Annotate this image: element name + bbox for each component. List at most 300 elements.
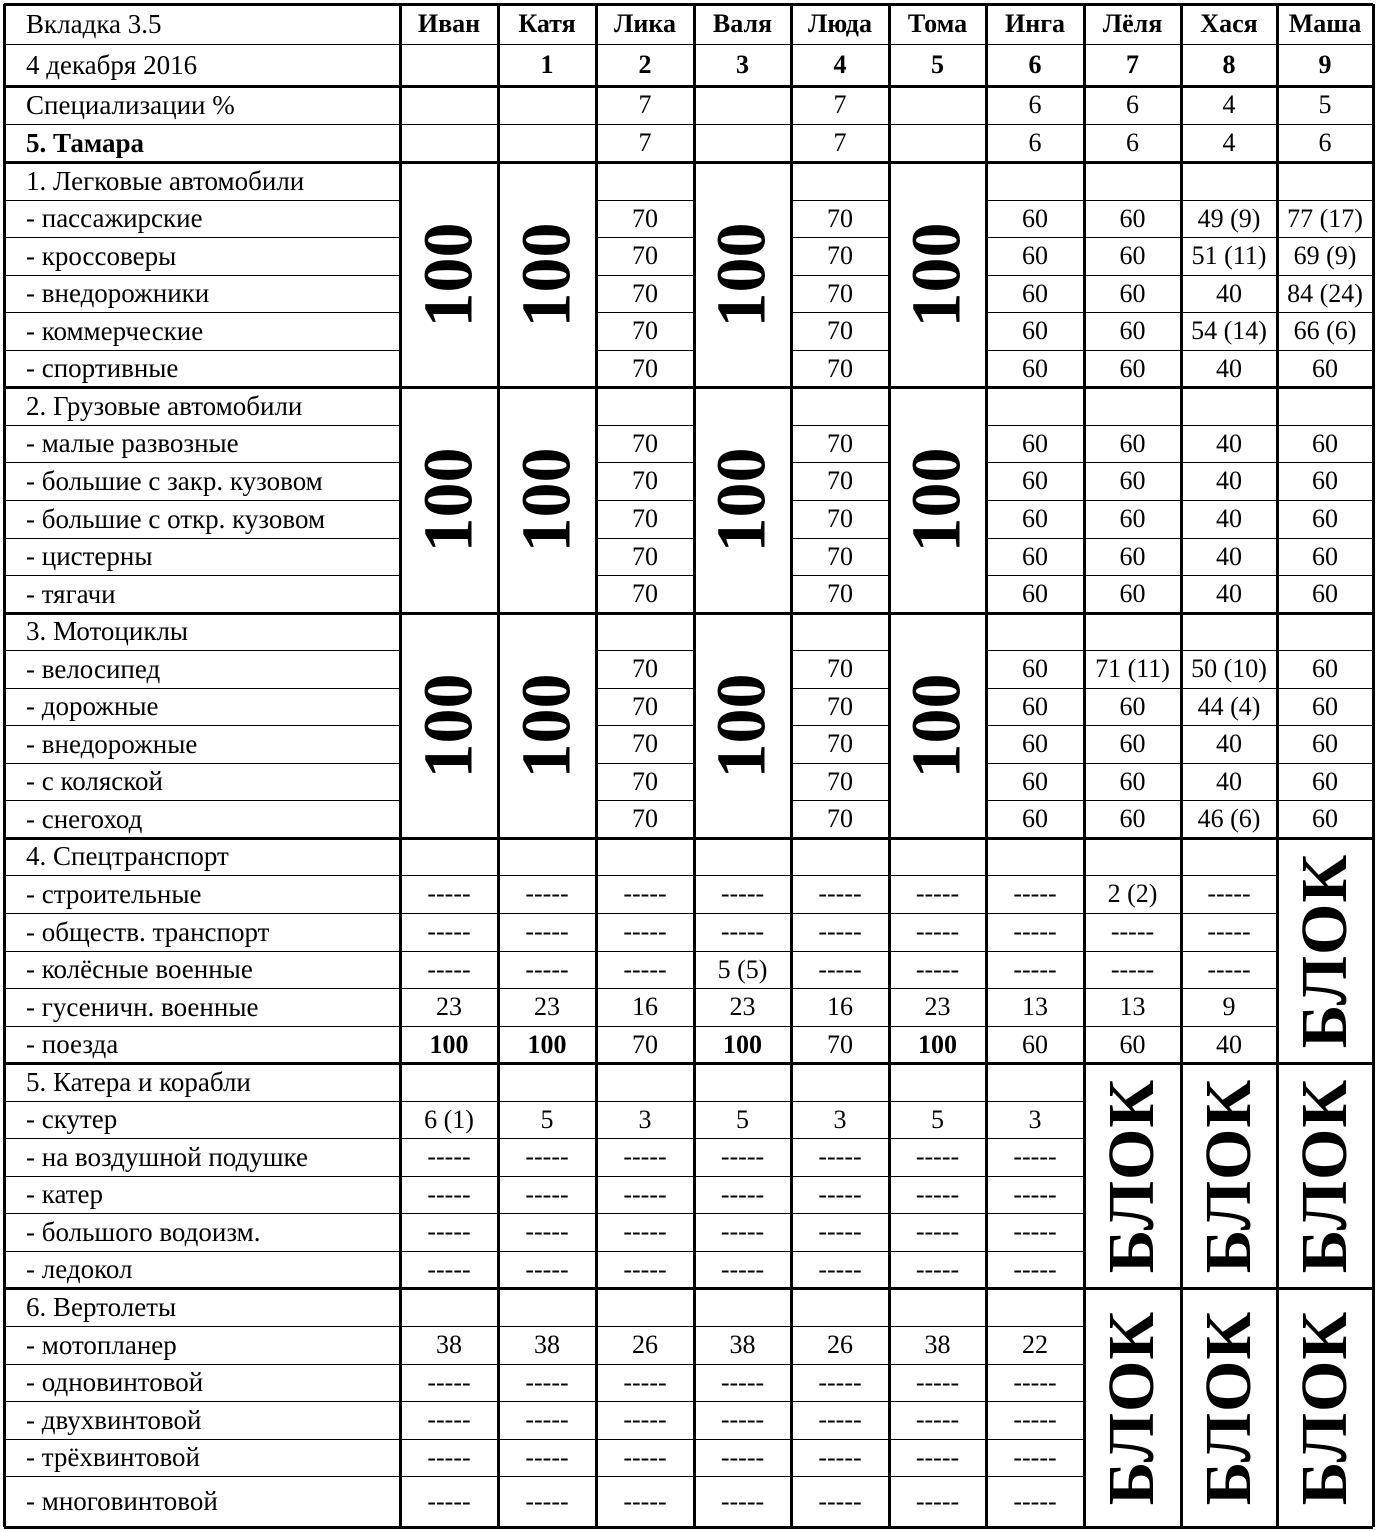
grid-line-h [791, 688, 889, 689]
person-name: Иван [417, 9, 481, 38]
spec-value [694, 86, 791, 124]
grid-line-h [694, 1476, 791, 1477]
grid-line-h [1181, 275, 1277, 276]
row-label: - велосипед [26, 653, 161, 684]
spec-row-label: Специализации % [26, 89, 235, 120]
spec-value [400, 86, 498, 124]
value-cell: 70 [827, 428, 853, 458]
value-cell: 60 [1119, 579, 1146, 608]
value-cell: 100 [527, 1029, 567, 1059]
value-cell: ----- [427, 1254, 471, 1284]
value-cell: ----- [720, 1179, 765, 1209]
grid-line-h [791, 763, 889, 764]
grid-line-h [791, 500, 889, 501]
grid-line-h [889, 1326, 986, 1327]
value-cell: ----- [1013, 954, 1057, 984]
section-title: 3. Мотоциклы [26, 616, 189, 646]
value-cell: 2 (2) [1107, 879, 1158, 908]
value-cell: 60 [1312, 579, 1338, 608]
grid-line-h [1277, 763, 1373, 764]
value-cell: 70 [632, 203, 658, 233]
grid-line-h [4, 1138, 400, 1139]
grid-line-h [4, 200, 400, 201]
merged-blok [1277, 838, 1373, 1063]
value-cell: ----- [1013, 1405, 1057, 1434]
value-cell: 60 [1022, 804, 1048, 833]
merged-100-text: 100 [703, 447, 781, 553]
grid-line-h [4, 124, 1373, 125]
grid-line-h [986, 200, 1084, 201]
grid-line-h [1277, 275, 1373, 276]
grid-line-h [1277, 237, 1373, 238]
grid-line-h [889, 1213, 986, 1214]
value-cell: 70 [827, 278, 853, 308]
value-cell: ----- [818, 1442, 862, 1472]
grid-line-h [1181, 988, 1277, 989]
grid-line-h [986, 1101, 1084, 1102]
merged-blok [1181, 1288, 1277, 1527]
grid-line-h [791, 1401, 889, 1402]
grid-line-h [889, 1176, 986, 1177]
value-cell: 69 (9) [1293, 241, 1357, 270]
value-cell: ----- [623, 1254, 667, 1284]
value-cell: 40 [1216, 579, 1242, 608]
value-cell: ----- [915, 1254, 960, 1284]
grid-line-h [4, 237, 400, 238]
value-cell: ----- [623, 954, 667, 984]
grid-line-h [1277, 500, 1373, 501]
merged-100 [694, 613, 791, 838]
grid-line-h [791, 1026, 889, 1027]
grid-line-h [986, 650, 1084, 651]
grid-line-h [498, 1101, 596, 1102]
grid-line-h [1084, 800, 1181, 801]
grid-line-h [4, 725, 400, 726]
grid-line-h [1181, 1026, 1277, 1027]
value-cell: ----- [720, 1367, 765, 1397]
merged-blok-text: БЛОК [1288, 1310, 1361, 1505]
merged-100-text: 100 [410, 447, 487, 553]
value-cell: 38 [436, 1330, 462, 1359]
value-cell: 5 (5) [717, 954, 768, 984]
grid-line-h [791, 1476, 889, 1477]
value-cell: 100 [918, 1029, 957, 1059]
value-cell: ----- [623, 1142, 667, 1171]
merged-100 [400, 613, 498, 838]
grid-line-h [986, 312, 1084, 313]
value-cell: 26 [632, 1330, 658, 1359]
grid-line-h [596, 425, 694, 426]
grid-line-h [4, 44, 1373, 45]
value-cell: ----- [623, 879, 667, 908]
grid-line-h [498, 1213, 596, 1214]
value-cell: 40 [1216, 1029, 1242, 1059]
row-label: - спортивные [26, 353, 179, 383]
value-cell: ----- [818, 954, 862, 984]
person-number: 6 [1028, 50, 1042, 79]
grid-line-h [791, 1364, 889, 1365]
value-cell: 5 [931, 1104, 944, 1134]
grid-line-h [1084, 688, 1181, 689]
grid-line-h [400, 913, 498, 914]
spec-value: 7 [638, 90, 652, 119]
value-cell: ----- [1207, 954, 1251, 984]
grid-line-h [596, 1101, 694, 1102]
value-cell: ----- [818, 917, 862, 946]
value-cell: 70 [827, 504, 853, 533]
grid-line-h [986, 575, 1084, 576]
grid-line-h [596, 1364, 694, 1365]
value-cell: 46 (6) [1197, 804, 1261, 833]
grid-line-h [694, 1026, 791, 1027]
grid-line-h [986, 538, 1084, 539]
grid-line-h [4, 1101, 400, 1102]
person-number: 4 [833, 50, 847, 79]
grid-line-v [3, 4, 6, 1527]
merged-blok [1277, 1063, 1373, 1288]
grid-line-h [791, 350, 889, 351]
tamara-row-label: 5. Тамара [26, 127, 145, 158]
value-cell: 60 [1312, 654, 1338, 683]
value-cell: ----- [915, 917, 960, 946]
grid-line-h [4, 3, 1373, 6]
merged-100 [694, 162, 791, 387]
row-label: - коммерческие [26, 315, 204, 346]
value-cell: 13 [1022, 992, 1048, 1021]
value-cell: 40 [1216, 504, 1242, 533]
value-cell: 60 [1312, 691, 1338, 721]
value-cell: 70 [827, 353, 853, 383]
grid-line-h [400, 1101, 498, 1102]
row-label: - дорожные [26, 691, 159, 721]
person-number: 2 [638, 50, 652, 79]
value-cell: 70 [632, 541, 658, 571]
person-name: Хася [1200, 9, 1258, 38]
value-cell: 60 [1119, 504, 1146, 533]
row-label: - мотопланер [26, 1329, 177, 1360]
section-title: 2. Грузовые автомобили [26, 390, 303, 421]
grid-line-h [1084, 575, 1181, 576]
tamara-value: 6 [1318, 128, 1332, 157]
grid-line-h [400, 1213, 498, 1214]
grid-line-h [4, 763, 400, 764]
grid-line-h [986, 1326, 1084, 1327]
row-label: - кроссоверы [26, 240, 177, 271]
row-label: - большого водоизм. [26, 1216, 261, 1247]
value-cell: 5 [540, 1104, 554, 1134]
grid-line-h [4, 1062, 1373, 1065]
grid-line-h [596, 725, 694, 726]
row-label: - тягачи [26, 578, 116, 609]
grid-line-h [1181, 425, 1277, 426]
grid-line-h [986, 875, 1084, 876]
value-cell: ----- [915, 879, 960, 908]
value-cell: ----- [818, 1179, 862, 1209]
grid-line-h [889, 1439, 986, 1440]
value-cell: ----- [915, 1367, 960, 1397]
value-cell: 84 (24) [1287, 278, 1363, 308]
value-cell: ----- [818, 1142, 862, 1171]
grid-line-h [4, 85, 1373, 88]
grid-line-h [4, 161, 1373, 164]
grid-line-h [1181, 650, 1277, 651]
value-cell: 70 [827, 579, 853, 608]
grid-line-h [1181, 237, 1277, 238]
grid-line-h [4, 688, 400, 689]
value-cell: ----- [427, 1367, 471, 1397]
person-number: 1 [540, 50, 554, 79]
value-cell: 40 [1216, 428, 1242, 458]
grid-line-h [791, 575, 889, 576]
grid-line-h [986, 1251, 1084, 1252]
grid-line-h [400, 1439, 498, 1440]
merged-100-text: 100 [898, 222, 976, 327]
value-cell: ----- [818, 1405, 862, 1434]
value-cell: 70 [827, 654, 853, 683]
value-cell: ----- [818, 1486, 862, 1516]
grid-line-h [596, 688, 694, 689]
grid-line-h [889, 1101, 986, 1102]
value-cell: ----- [1110, 954, 1155, 984]
grid-line-h [596, 575, 694, 576]
value-cell: 60 [1312, 504, 1338, 533]
grid-line-h [4, 837, 1373, 840]
row-label: - цистерны [26, 541, 153, 571]
value-cell: 23 [924, 992, 951, 1021]
person-name: Катя [518, 9, 576, 38]
grid-line-h [596, 1401, 694, 1402]
grid-line-h [1084, 500, 1181, 501]
grid-line-h [400, 1251, 498, 1252]
grid-line-h [4, 312, 400, 313]
value-cell: ----- [818, 1254, 862, 1284]
grid-line-h [791, 1138, 889, 1139]
grid-line-h [1084, 875, 1181, 876]
value-cell: ----- [720, 1217, 765, 1246]
merged-100 [498, 613, 596, 838]
grid-line-h [791, 425, 889, 426]
grid-line-h [498, 1251, 596, 1252]
value-cell: ----- [427, 1217, 471, 1246]
grid-line-h [694, 988, 791, 989]
grid-line-h [986, 763, 1084, 764]
value-cell: ----- [1013, 1217, 1057, 1246]
value-cell: 70 [827, 316, 853, 345]
grid-line-h [498, 875, 596, 876]
grid-line-h [1084, 725, 1181, 726]
grid-line-h [1181, 350, 1277, 351]
grid-line-h [986, 1401, 1084, 1402]
tamara-value [694, 124, 791, 162]
value-cell: 70 [632, 729, 658, 758]
grid-line-v [1083, 4, 1086, 1527]
merged-100-text: 100 [410, 222, 487, 327]
row-label: - на воздушной подушке [26, 1141, 308, 1172]
value-cell: 60 [1022, 203, 1048, 233]
value-cell: ----- [427, 917, 471, 946]
grid-line-h [400, 1176, 498, 1177]
grid-line-h [4, 538, 400, 539]
row-label: - большие с откр. кузовом [26, 503, 326, 534]
grid-line-h [596, 951, 694, 952]
person-name: Маша [1288, 9, 1362, 38]
value-cell: ----- [720, 1405, 765, 1434]
value-cell: ----- [427, 879, 471, 908]
grid-line-h [4, 1176, 400, 1177]
grid-line-h [596, 500, 694, 501]
tamara-value [889, 124, 986, 162]
value-cell: 60 [1119, 541, 1146, 571]
value-cell: 60 [1312, 729, 1338, 758]
value-cell: 70 [827, 729, 853, 758]
grid-line-v [888, 4, 891, 1527]
value-cell: ----- [1207, 917, 1251, 946]
sheet-date: 4 декабря 2016 [26, 49, 198, 80]
value-cell: 26 [827, 1330, 853, 1359]
grid-line-h [694, 1364, 791, 1365]
grid-line-h [1181, 763, 1277, 764]
value-cell: 60 [1022, 729, 1048, 758]
merged-blok-text: БЛОК [1095, 1078, 1169, 1273]
grid-line-h [1084, 650, 1181, 651]
grid-line-h [498, 1026, 596, 1027]
grid-line-h [791, 725, 889, 726]
value-cell: 60 [1022, 241, 1048, 270]
value-cell: 70 [632, 278, 658, 308]
person-name: Валя [712, 9, 773, 38]
merged-blok [1084, 1063, 1181, 1288]
grid-line-h [986, 500, 1084, 501]
grid-line-h [986, 1439, 1084, 1440]
grid-line-h [498, 1364, 596, 1365]
grid-line-h [694, 1251, 791, 1252]
value-cell: 40 [1216, 766, 1242, 796]
grid-line-h [498, 988, 596, 989]
value-cell: ----- [525, 879, 569, 908]
section-title: 5. Катера и корабли [26, 1066, 251, 1097]
merged-100-text: 100 [703, 673, 781, 778]
value-cell: 60 [1022, 541, 1048, 571]
value-cell: ----- [818, 1367, 862, 1397]
value-cell: 70 [632, 353, 658, 383]
grid-line-h [1181, 500, 1277, 501]
value-cell: ----- [427, 1486, 471, 1516]
grid-line-h [4, 1213, 400, 1214]
section-title: 1. Легковые автомобили [26, 165, 305, 196]
value-cell: 40 [1216, 541, 1242, 571]
merged-100-text: 100 [508, 447, 585, 553]
grid-line-h [1277, 350, 1373, 351]
value-cell: 9 [1222, 992, 1236, 1021]
value-cell: ----- [915, 1486, 960, 1516]
value-cell: 70 [632, 316, 658, 345]
value-cell: 70 [632, 766, 658, 796]
row-label: - многовинтовой [26, 1486, 218, 1516]
grid-line-h [694, 875, 791, 876]
grid-line-v [1276, 4, 1279, 1527]
value-cell: 77 (17) [1287, 203, 1363, 233]
row-label: - одновинтовой [26, 1367, 204, 1397]
value-cell: ----- [818, 879, 862, 908]
value-cell: 60 [1119, 278, 1146, 308]
grid-line-h [498, 1476, 596, 1477]
person-number: 9 [1318, 50, 1332, 79]
grid-line-h [1084, 462, 1181, 463]
value-cell: ----- [623, 1442, 667, 1472]
grid-line-h [694, 1176, 791, 1177]
merged-blok-text: БЛОК [1288, 853, 1361, 1048]
value-cell: 22 [1022, 1330, 1048, 1359]
grid-line-h [1084, 200, 1181, 201]
grid-line-h [596, 1213, 694, 1214]
value-cell: 44 (4) [1197, 691, 1261, 721]
person-name: Инга [1004, 9, 1065, 38]
grid-line-h [889, 988, 986, 989]
merged-blok-text: БЛОК [1288, 1078, 1361, 1273]
value-cell: ----- [1013, 1442, 1057, 1472]
value-cell: 13 [1119, 992, 1146, 1021]
merged-blok [1084, 1288, 1181, 1527]
grid-line-h [791, 200, 889, 201]
value-cell: ----- [623, 1179, 667, 1209]
grid-line-h [596, 237, 694, 238]
grid-line-h [596, 1326, 694, 1327]
value-cell: ----- [1013, 1486, 1057, 1516]
value-cell: 70 [632, 1029, 658, 1059]
grid-line-h [694, 1326, 791, 1327]
value-cell: ----- [1110, 917, 1155, 946]
grid-line-h [791, 1439, 889, 1440]
grid-line-h [596, 650, 694, 651]
grid-line-h [596, 462, 694, 463]
value-cell: ----- [1013, 917, 1057, 946]
grid-line-h [791, 951, 889, 952]
person-number: 3 [736, 50, 749, 79]
merged-100 [889, 613, 986, 838]
grid-line-h [1084, 350, 1181, 351]
grid-line-h [596, 275, 694, 276]
row-label: - большие с закр. кузовом [26, 465, 323, 496]
value-cell: 60 [1022, 691, 1048, 721]
grid-line-h [889, 951, 986, 952]
value-cell: ----- [915, 1217, 960, 1246]
value-cell: ----- [525, 917, 569, 946]
grid-line-h [498, 1326, 596, 1327]
grid-line-h [1084, 763, 1181, 764]
value-cell: ----- [915, 954, 960, 984]
grid-line-h [986, 725, 1084, 726]
grid-line-h [4, 650, 400, 651]
value-cell: ----- [1207, 879, 1251, 908]
grid-line-h [596, 800, 694, 801]
value-cell: 70 [827, 203, 853, 233]
value-cell: 51 (11) [1191, 241, 1267, 270]
value-cell: ----- [915, 1442, 960, 1472]
grid-line-h [694, 1213, 791, 1214]
grid-line-h [791, 538, 889, 539]
value-cell: ----- [427, 1179, 471, 1209]
value-cell: ----- [525, 1442, 569, 1472]
grid-line-h [4, 1439, 400, 1440]
grid-line-h [400, 875, 498, 876]
grid-line-h [791, 312, 889, 313]
grid-line-h [596, 350, 694, 351]
value-cell: 40 [1216, 278, 1242, 308]
value-cell: 60 [1022, 579, 1048, 608]
value-cell: 60 [1022, 1029, 1048, 1059]
grid-line-h [889, 1476, 986, 1477]
value-cell: 23 [534, 992, 560, 1021]
